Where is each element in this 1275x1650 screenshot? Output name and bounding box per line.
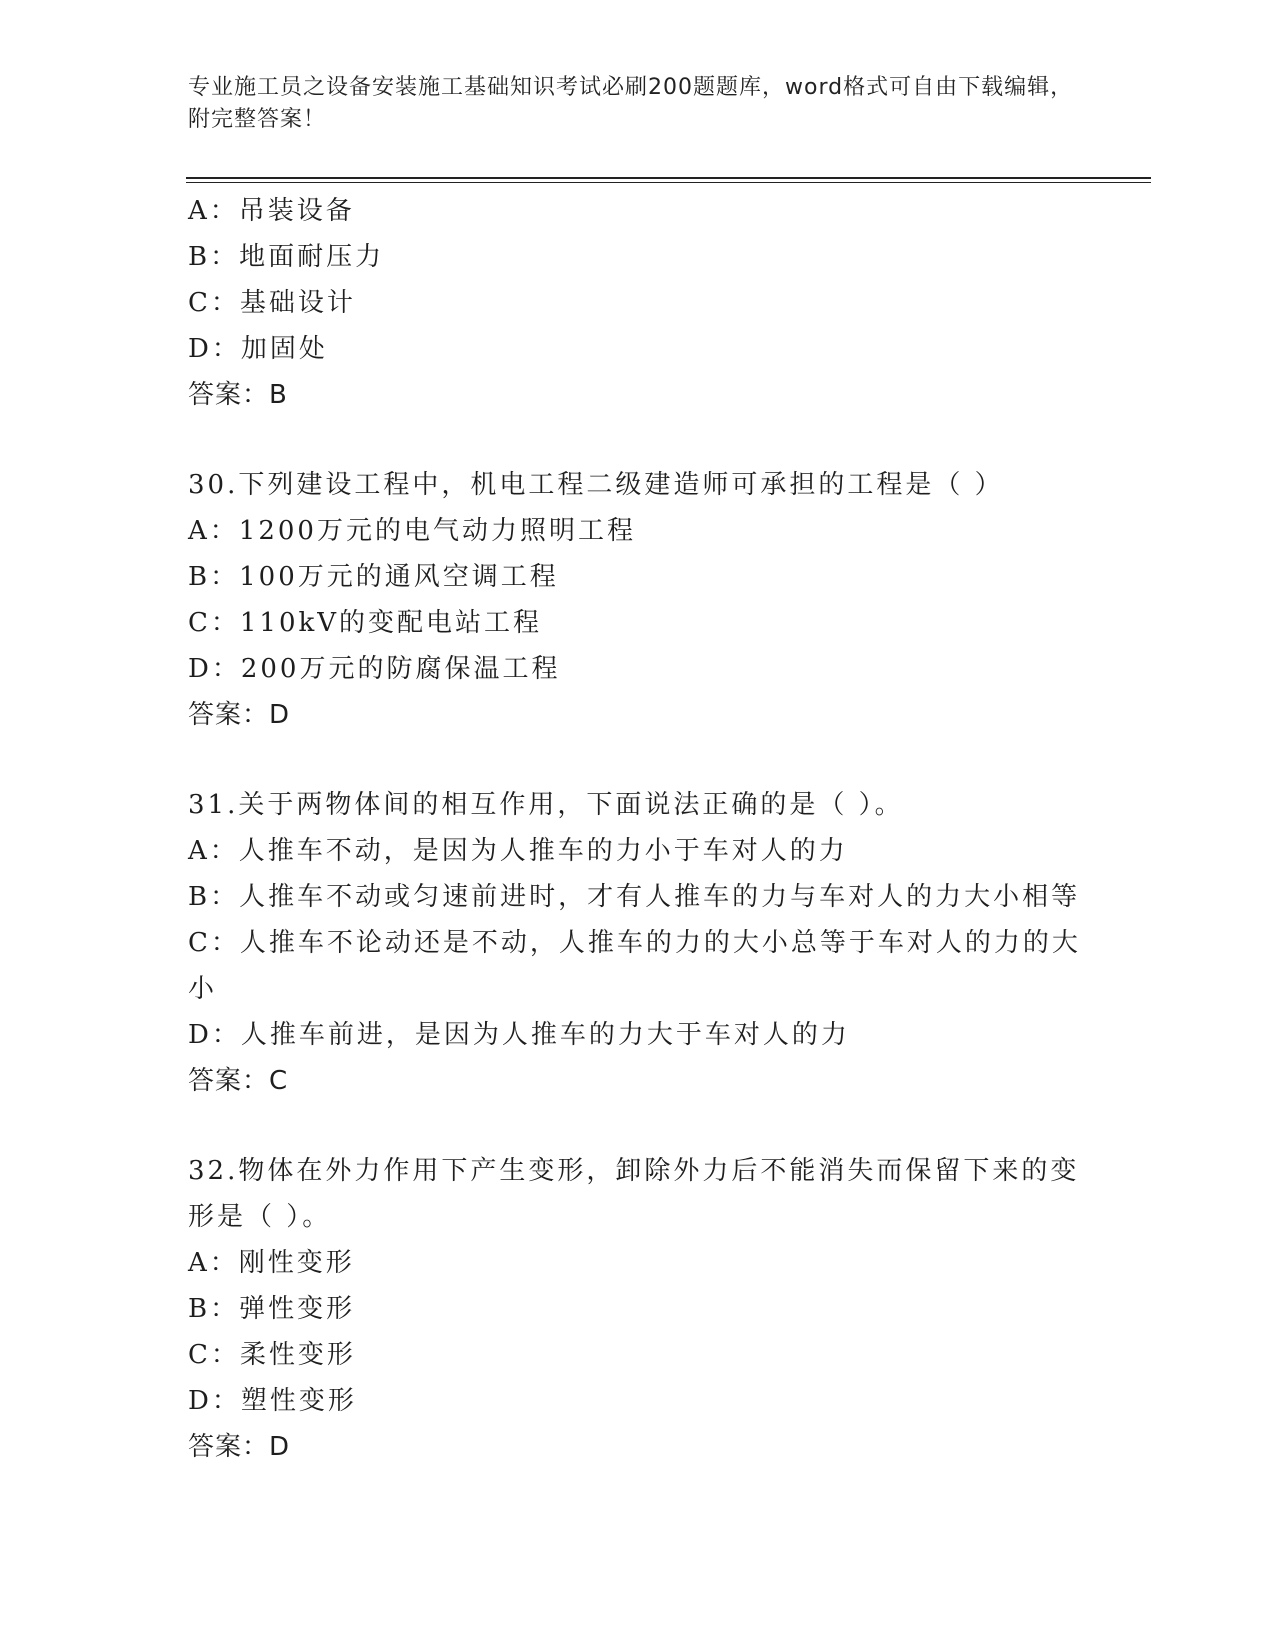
question-text: 31.关于两物体间的相互作用，下面说法正确的是（ ）。	[188, 790, 904, 820]
question-text: 32.物体在外力作用下产生变形，卸除外力后不能消失而保留下来的变形是（ ）。	[188, 1156, 1080, 1232]
question-spacer	[188, 418, 1088, 462]
question-29	[188, 188, 1088, 418]
option-d: D：人推车前进，是因为人推车的力大于车对人的力	[188, 1020, 850, 1050]
question-list	[188, 188, 1088, 1470]
document-header: 专业施工员之设备安装施工基础知识考试必刷200题题库，word格式可自由下载编辑，附完整答案！	[188, 75, 1074, 132]
question-spacer	[188, 738, 1088, 782]
question-30	[188, 462, 1088, 738]
option-d: D：塑性变形	[188, 1386, 357, 1416]
answer-line: 答案：B	[188, 380, 288, 410]
answer-line: 答案：D	[188, 700, 291, 730]
question-31	[188, 782, 1088, 1104]
option-a: A：1200万元的电气动力照明工程	[188, 516, 636, 546]
option-c: C：柔性变形	[188, 1340, 356, 1370]
option-a: A：刚性变形	[188, 1248, 355, 1278]
answer-line: 答案：D	[188, 1432, 291, 1462]
option-b: B：人推车不动或匀速前进时，才有人推车的力与车对人的力大小相等	[188, 882, 1081, 912]
option-b: B：100万元的通风空调工程	[188, 562, 559, 592]
option-c: C：人推车不论动还是不动，人推车的力的大小总等于车对人的力的大小	[188, 928, 1081, 1004]
option-c: C：基础设计	[188, 288, 356, 318]
option-b: B：地面耐压力	[188, 242, 385, 272]
option-b: B：弹性变形	[188, 1294, 356, 1324]
option-a: A：人推车不动，是因为人推车的力小于车对人的力	[188, 836, 848, 866]
question-32	[188, 1148, 1088, 1470]
option-c: C：110kV的变配电站工程	[188, 608, 543, 638]
option-a: A：吊装设备	[188, 196, 355, 226]
answer-line: 答案：C	[188, 1066, 289, 1096]
option-d: D：200万元的防腐保温工程	[188, 654, 561, 684]
header-divider-thin	[186, 182, 1151, 183]
question-text: 30.下列建设工程中，机电工程二级建造师可承担的工程是（ ）	[188, 470, 1004, 500]
header-divider-thick	[186, 177, 1151, 179]
question-spacer	[188, 1104, 1088, 1148]
option-d: D：加固处	[188, 334, 328, 364]
